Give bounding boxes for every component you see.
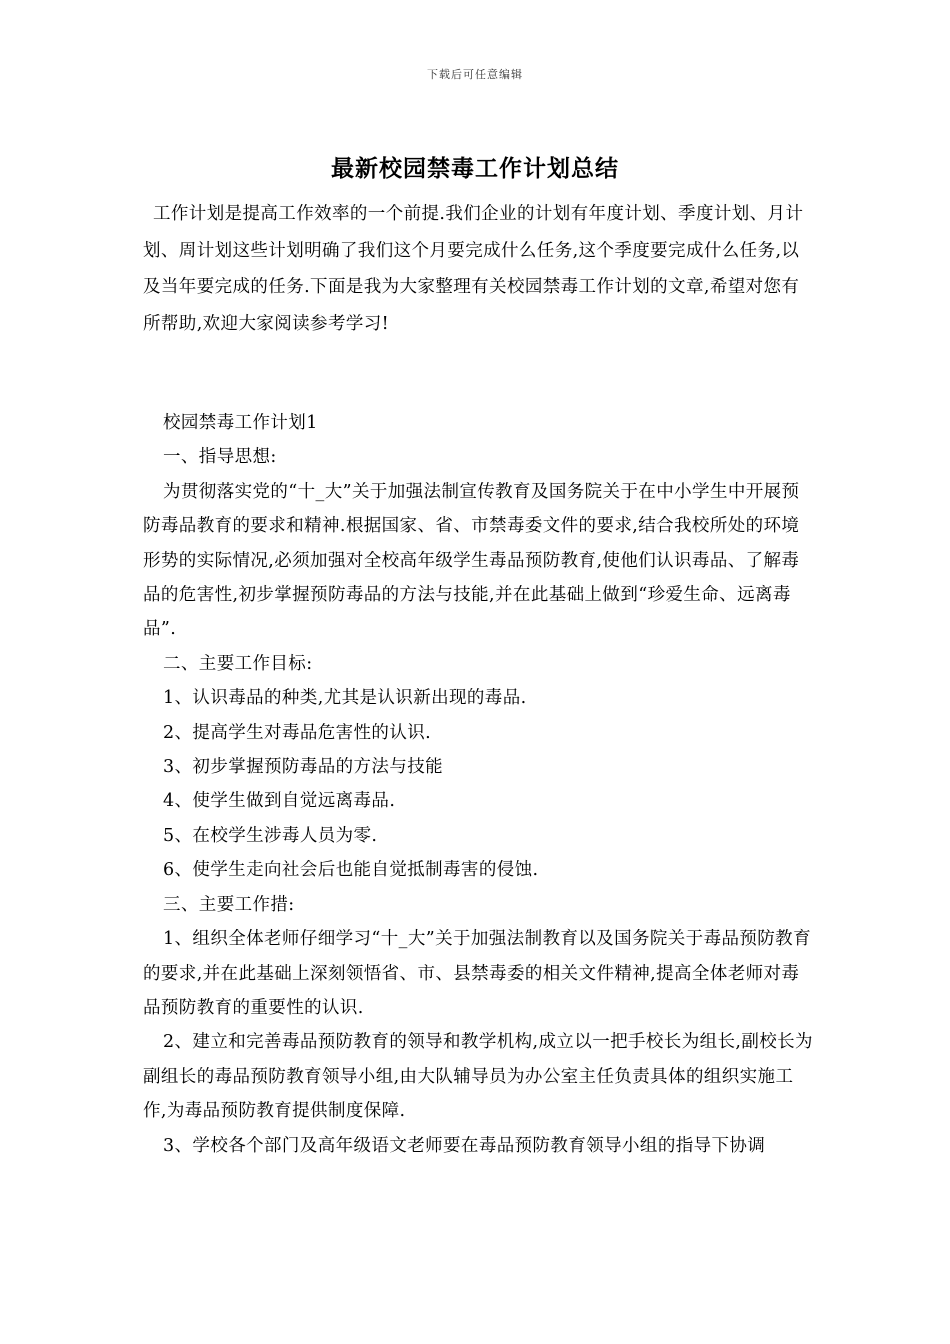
goal-item: 2、提高学生对毒品危害性的认识.: [163, 722, 432, 743]
measure-item: 2、建立和完善毒品预防教育的领导和教学机构,成立以一把手校长为组长,副校长为副组长的毒品预防教育领导小组,由大队辅导员为办公室主任负责具体的组织实施工作,为毒品预防教育提供制度保障.: [143, 1032, 813, 1122]
goal-item: 5、在校学生涉毒人员为零.: [163, 825, 378, 846]
heading-guiding-thought: 一、指导思想:: [163, 447, 277, 468]
intro-paragraph: 工作计划是提高工作效率的一个前提.我们企业的计划有年度计划、季度计划、月计划、周计划这些计划明确了我们这个月要完成什么任务,这个季度要完成什么任务,以及当年要完成的任务.下面是我为大家整理有关校园禁毒工作计划的文章,希望对您有所帮助,欢迎大家阅读参考学习!: [143, 204, 804, 334]
intro-section: [143, 196, 813, 342]
heading-main-goals: 二、主要工作目标:: [163, 653, 313, 674]
heading-main-measures: 三、主要工作措:: [163, 894, 295, 915]
goal-item: 4、使学生做到自觉远离毒品.: [163, 791, 396, 812]
section-title: 校园禁毒工作计划1: [163, 413, 318, 433]
paragraph-guiding-thought: 为贯彻落实党的“十_大”关于加强法制宣传教育及国务院关于在中小学生中开展预防毒品教育的要求和精神.根据国家、省、市禁毒委文件的要求,结合我校所处的环境形势的实际情况,必须加强对全校高年级学生毒品预防教育,使他们认识毒品、了解毒品的危害性,初步掌握预防毒品的方法与技能,并在此基础上做到“珍爱生命、远离毒品”.: [143, 481, 800, 640]
document-title: 最新校园禁毒工作计划总结: [331, 155, 619, 182]
measure-item: 1、组织全体老师仔细学习“十_大”关于加强法制教育以及国务院关于毒品预防教育的要求,并在此基础上深刻领悟省、市、县禁毒委的相关文件精神,提高全体老师对毒品预防教育的重要性的认识.: [143, 929, 811, 1018]
goal-item: 1、认识毒品的种类,尤其是认识新出现的毒品.: [163, 688, 527, 709]
measure-item: 3、学校各个部门及高年级语文老师要在毒品预防教育领导小组的指导下协调: [163, 1135, 766, 1156]
content-section: [143, 406, 813, 1163]
goal-item: 6、使学生走向社会后也能自觉抵制毒害的侵蚀.: [163, 860, 539, 881]
header-note: 下载后可任意编辑: [427, 68, 523, 81]
goal-item: 3、初步掌握预防毒品的方法与技能: [163, 757, 444, 778]
